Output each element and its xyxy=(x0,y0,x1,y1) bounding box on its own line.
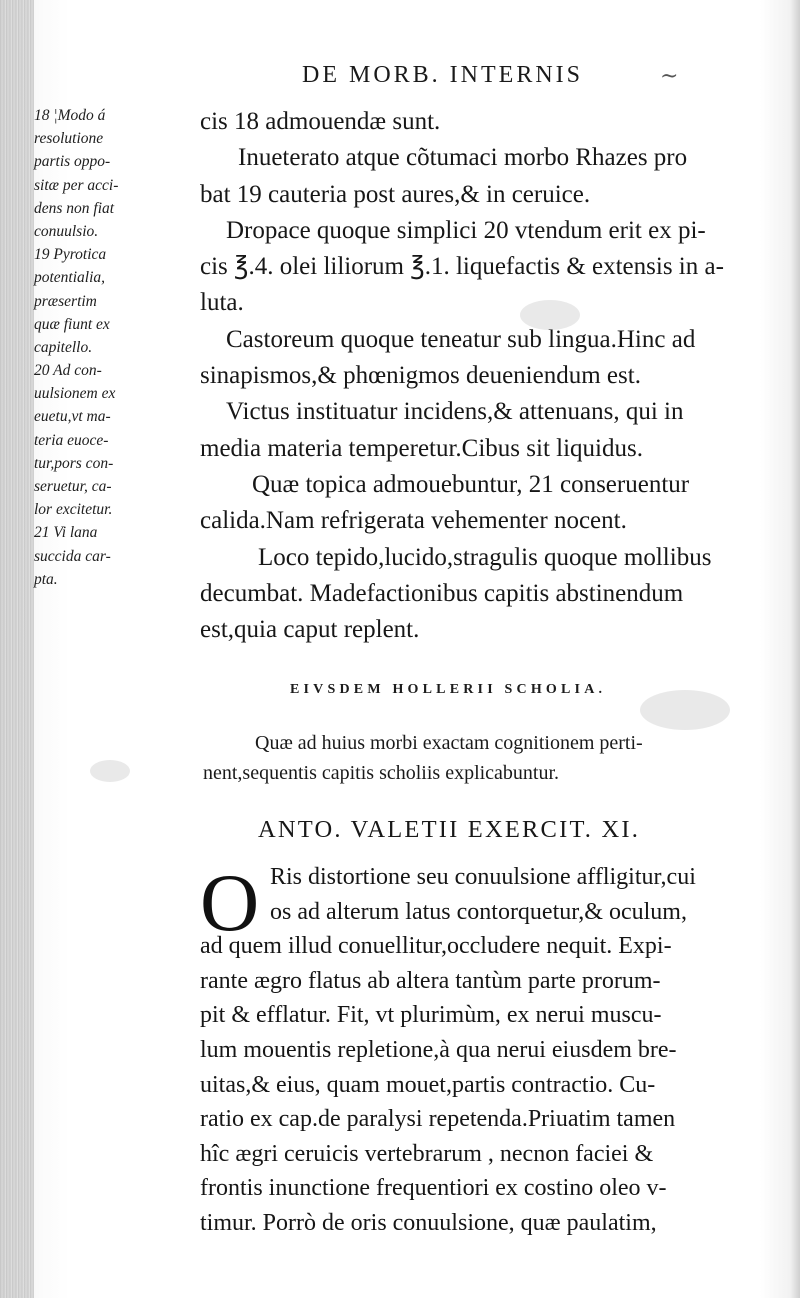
body-line: Castoreum quoque teneatur sub lingua.Hinc ad xyxy=(226,325,696,353)
exercit-line: lum mouentis repletione,à qua nerui eiusdem bre- xyxy=(200,1036,677,1063)
margin-note-line: resolutione xyxy=(34,130,104,148)
print-speck xyxy=(640,690,730,730)
margin-note-line: 18 ¦Modo á xyxy=(34,107,106,124)
margin-note-line: euetu,vt ma- xyxy=(34,408,111,426)
scholia-line: Quæ ad huius morbi exactam cognitionem perti- xyxy=(255,732,643,754)
main-body-text xyxy=(200,104,768,648)
exercitatio-text xyxy=(200,857,780,1241)
body-line: calida.Nam refrigerata vehementer nocent. xyxy=(200,507,627,535)
body-line: decumbat. Madefactionibus capitis abstinendum xyxy=(200,579,684,607)
exercit-line: os ad alterum latus contorquetur,& oculum, xyxy=(270,898,687,925)
margin-note-line: conuulsio. xyxy=(34,222,99,240)
body-line: Loco tepido,lucido,stragulis quoque mollibus xyxy=(258,543,712,571)
margin-note-line: dens non fiat xyxy=(34,199,115,217)
body-line: cis ℥.4. olei liliorum ℥.1. liquefactis & extensis in a- xyxy=(200,253,724,281)
exercit-line: pit & efflatur. Fit, vt plurimùm, ex nerui muscu- xyxy=(200,1002,662,1029)
margin-note-line: uulsionem ex xyxy=(34,385,116,403)
body-line: Inueterato atque cõtumaci morbo Rhazes pro xyxy=(238,144,688,172)
marginal-notes xyxy=(34,104,204,591)
margin-note-line: potentialia, xyxy=(34,269,106,287)
exercit-line: frontis inunctione frequentiori ex costino oleo v- xyxy=(200,1175,667,1202)
body-line: sinapismos,& phœnigmos deueniendum est. xyxy=(200,362,641,390)
section-heading: ANTO. VALETII EXERCIT. XI. xyxy=(258,816,641,843)
body-line: Dropace quoque simplici 20 vtendum erit ex pi- xyxy=(226,216,706,244)
body-line: Quæ topica admouebuntur, 21 conseruentur xyxy=(252,470,690,498)
margin-note-line: tur,pors con- xyxy=(34,454,114,472)
margin-note-line: præsertim xyxy=(34,292,97,310)
exercit-line: timur. Porrò de oris conuulsione, quæ paulatim, xyxy=(200,1209,657,1236)
margin-note-line: sitæ per acci- xyxy=(34,176,119,194)
exercit-line: ad quem illud conuellitur,occludere nequit. Expi- xyxy=(200,933,672,960)
margin-note-line: partis oppo- xyxy=(34,153,111,171)
body-line: media materia temperetur.Cibus sit liquidus. xyxy=(200,434,643,462)
margin-note-line: seruetur, ca- xyxy=(34,478,112,495)
exercit-line: ratio ex cap.de paralysi repetenda.Priuatim tamen xyxy=(200,1106,676,1133)
body-line: est,quia caput replent. xyxy=(200,616,420,644)
head-mark: ~ xyxy=(660,64,679,89)
body-line: cis 18 admouendæ sunt. xyxy=(200,108,441,135)
exercit-line: hîc ægri ceruicis vertebrarum , necnon faciei & xyxy=(200,1140,654,1167)
scholia-heading: EIVSDEM HOLLERII SCHOLIA. xyxy=(290,682,607,697)
margin-note-line: 19 Pyrotica xyxy=(34,246,107,264)
scholia-text xyxy=(203,728,775,788)
book-binding-edge xyxy=(0,0,34,1298)
print-speck xyxy=(520,300,580,330)
running-head: DE MORB. INTERNIS xyxy=(302,62,584,88)
margin-note-line: 21 Vi lana xyxy=(34,524,98,542)
margin-note-line: succida car- xyxy=(34,547,111,565)
margin-note-line: quæ fiunt ex xyxy=(34,315,110,333)
scholia-line: nent,sequentis capitis scholiis explicabuntur. xyxy=(203,762,560,784)
page-right-edge xyxy=(790,0,800,1298)
exercit-line: rante ægro flatus ab altera tantùm parte prorum- xyxy=(200,967,661,994)
print-speck xyxy=(90,760,130,782)
exercit-line: uitas,& eius, quam mouet,partis contractio. Cu- xyxy=(200,1071,656,1098)
body-line: bat 19 cauteria post aures,& in ceruice. xyxy=(200,180,591,208)
margin-note-line: lor excitetur. xyxy=(34,501,113,519)
drop-capital: O xyxy=(200,857,260,948)
margin-note-line: capitello. xyxy=(34,338,93,356)
margin-note-line: pta. xyxy=(34,570,58,588)
body-line: Victus instituatur incidens,& attenuans, qui in xyxy=(226,398,684,426)
margin-note-line: teria euoce- xyxy=(34,431,109,449)
exercit-line: Ris distortione seu conuulsione affligitur,cui xyxy=(270,864,696,890)
margin-note-line: 20 Ad con- xyxy=(34,362,102,380)
body-line: luta. xyxy=(200,289,244,317)
